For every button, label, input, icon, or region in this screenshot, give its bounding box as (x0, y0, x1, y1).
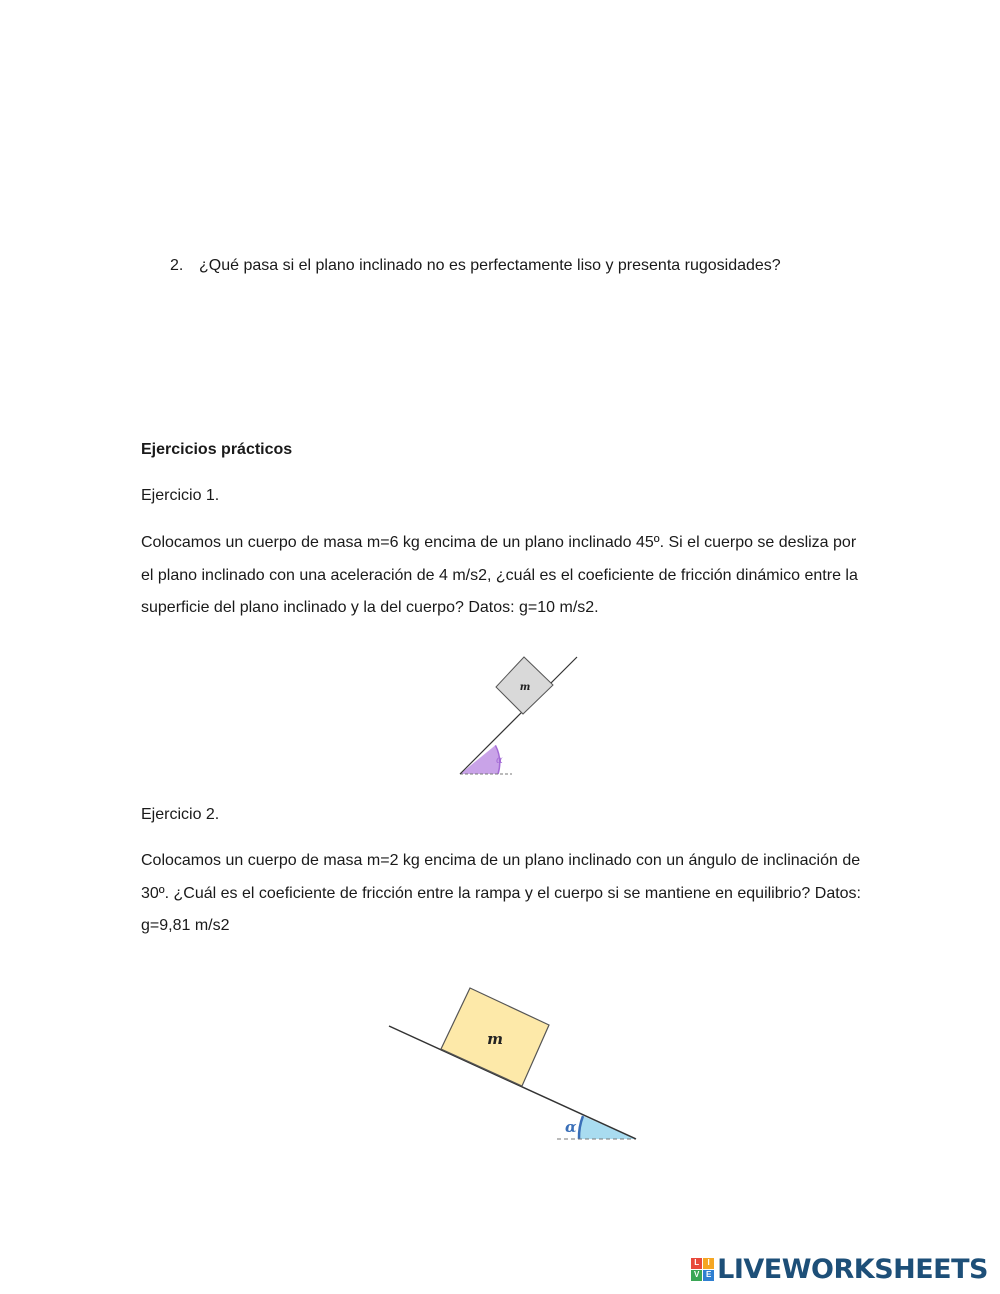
section-heading: Ejercicios prácticos (141, 441, 293, 458)
exercise1-line: Colocamos un cuerpo de masa m=6 kg encima de un plano inclinado 45º. Si el cuerpo se desliza por (141, 534, 857, 551)
exercise1-statement (141, 527, 886, 625)
exercise1-line: superficie del plano inclinado y la del cuerpo? Datos: g=10 m/s2. (141, 599, 599, 616)
exercise1-angle-label: α (496, 755, 503, 766)
logo-mark-letter: E (703, 1270, 714, 1281)
exercise2-line: g=9,81 m/s2 (141, 917, 230, 934)
exercise2-incline-diagram (385, 985, 645, 1145)
logo-text: LIVEWORKSHEETS (717, 1253, 988, 1285)
exercise1-line: el plano inclinado con una aceleración de 4 m/s2, ¿cuál es el coeficiente de fricción dinámico entre la (141, 566, 858, 584)
exercise2-statement (141, 845, 886, 943)
liveworksheets-logo (691, 1253, 988, 1285)
logo-mark-icon (691, 1258, 714, 1281)
exercise2-label: Ejercicio 2. (141, 806, 220, 823)
logo-mark-letter: I (703, 1258, 714, 1269)
exercise2-line: 30º. ¿Cuál es el coeficiente de fricción entre la rampa y el cuerpo si se mantiene en equilibrio? Datos: (141, 884, 861, 902)
exercise2-angle-label: α (565, 1118, 577, 1136)
exercise1-mass-label: m (519, 682, 531, 693)
logo-mark-letter: V (691, 1270, 702, 1281)
exercise1-incline-diagram (450, 652, 580, 778)
question-item (170, 257, 781, 275)
exercise1-label: Ejercicio 1. (141, 487, 220, 504)
logo-mark-letter: L (691, 1258, 702, 1269)
question-text: ¿Qué pasa si el plano inclinado no es perfectamente liso y presenta rugosidades? (199, 257, 781, 274)
exercise2-line: Colocamos un cuerpo de masa m=2 kg encima de un plano inclinado con un ángulo de inclinación de (141, 852, 861, 869)
exercise1-angle-wedge (460, 745, 500, 774)
question-number: 2. (170, 257, 184, 274)
exercise2-mass-label: m (487, 1030, 503, 1048)
